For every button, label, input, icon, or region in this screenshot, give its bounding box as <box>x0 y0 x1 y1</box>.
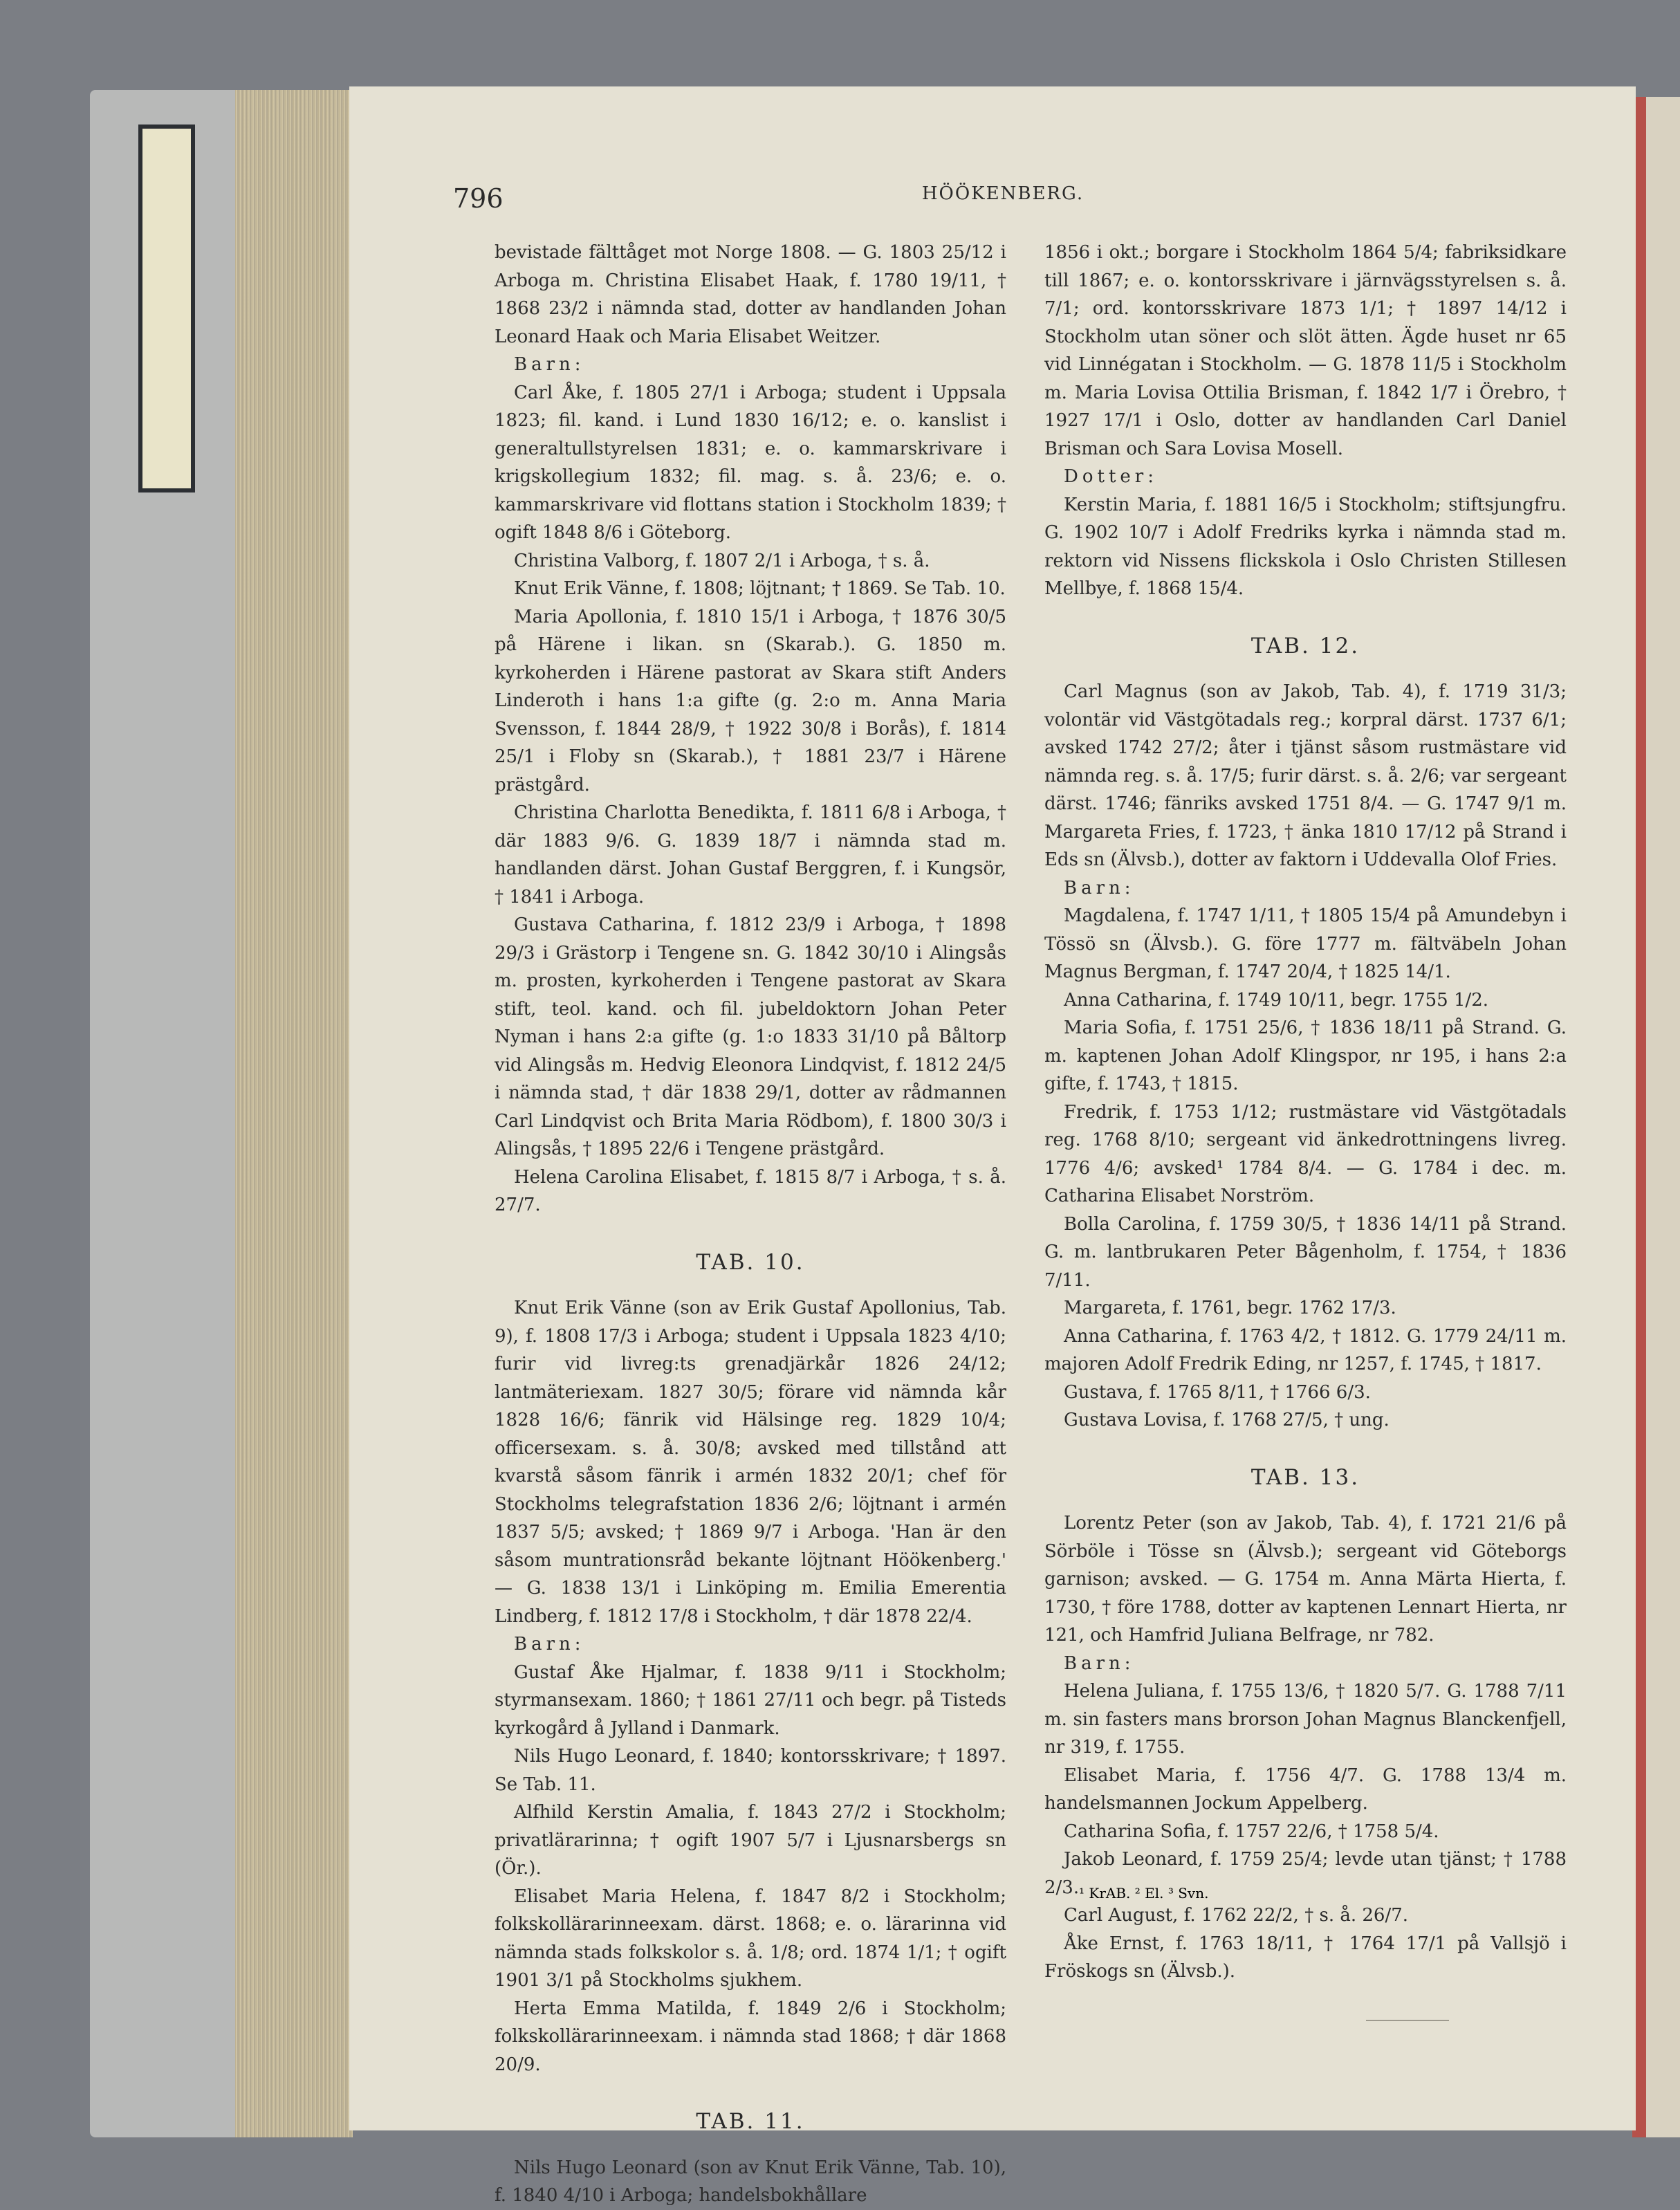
page-number: 796 <box>453 183 504 214</box>
child-entry: Margareta, f. 1761, begr. 1762 17/3. <box>1064 1298 1396 1318</box>
child-entry: Alfhild Kerstin Amalia, f. 1843 27/2 i Stockholm; privatlärarinna; † ogift 1907 5/7 i Ljusnarsbergs sn (Ör.). <box>495 1802 1006 1879</box>
page-title: HÖÖKENBERG. <box>921 183 1084 204</box>
children-heading: Barn: <box>1064 877 1135 899</box>
child-entry: Helena Juliana, f. 1755 13/6, † 1820 5/7. G. 1788 7/11 m. sin fasters mans brorson Johan Magnus Blanckenfjell, nr 319, f. 1755. <box>1044 1681 1567 1758</box>
footnotes: ¹ KrAB. ² El. ³ Svn. <box>1079 1885 1209 1901</box>
child-entry: Catharina Sofia, f. 1757 22/6, † 1758 5/4. <box>1064 1821 1439 1842</box>
children-heading: Barn: <box>514 1634 585 1655</box>
section-heading-tab-12: TAB. 12. <box>1250 633 1360 659</box>
child-entry: Jakob Leonard, f. 1759 25/4; levde utan tjänst; † 1788 2/3. <box>1044 1849 1567 1898</box>
left-column <box>495 239 1006 2210</box>
children-heading: Barn: <box>514 354 585 375</box>
child-entry: Åke Ernst, f. 1763 18/11, † 1764 17/1 på Vallsjö i Fröskogs sn (Älvsb.). <box>1044 1933 1567 1982</box>
child-entry: Herta Emma Matilda, f. 1849 2/6 i Stockholm; folkskollärarinneexam. i nämnda stad 1868; † där 1868 20/9. <box>495 1998 1006 2075</box>
child-entry: Carl August, f. 1762 22/2, † s. å. 26/7. <box>1064 1905 1409 1926</box>
paragraph: Knut Erik Vänne (son av Erik Gustaf Apollonius, Tab. 9), f. 1808 17/3 i Arboga; student i Uppsala 1823 4/10; furir vid livreg:ts grenadjärkår 1826 24/12; lantmäteriexam. 1827 30/5; förare vid nämnda kår 1828 16/6; fänrik vid Hälsinge reg. 1829 10/4; officersexam. s. å. 30/8; avsked med tillstånd att kvarstå såsom fänrik i armén 1832 20/1; chef för Stockholms telegrafstation 1836 2/6; löjtnant i armén 1837 5/5; avsked; † 1869 9/7 i Arboga. 'Han är den såsom muntrationsråd bekante löjtnant Höökenberg.' — G. 1838 13/1 i Linköping m. Emilia Emerentia Lindberg, f. 1812 17/8 i Stockholm, † där 1878 22/4. <box>495 1298 1006 1627</box>
footnote-rule <box>1366 2020 1449 2021</box>
children-heading: Barn: <box>1064 1652 1135 1674</box>
daughter-heading: Dotter: <box>1064 466 1158 487</box>
section-heading-tab-10: TAB. 10. <box>696 1249 805 1275</box>
child-entry: Maria Sofia, f. 1751 25/6, † 1836 18/11 på Strand. G. m. kaptenen Johan Adolf Klingspor, nr 195, i hans 2:a gifte, f. 1743, † 1815. <box>1044 1017 1567 1094</box>
child-entry: Bolla Carolina, f. 1759 30/5, † 1836 14/11 på Strand. G. m. lantbrukaren Peter Bågenholm, f. 1754, † 1836 7/11. <box>1044 1213 1567 1291</box>
child-entry: Gustava Lovisa, f. 1768 27/5, † ung. <box>1064 1410 1390 1430</box>
right-column <box>1044 239 1567 1986</box>
child-entry: Gustaf Åke Hjalmar, f. 1838 9/11 i Stockholm; styrmansexam. 1860; † 1861 27/11 och begr. på Tisteds kyrkogård å Jylland i Danmark. <box>495 1661 1006 1739</box>
child-entry: Christina Charlotta Benedikta, f. 1811 6/8 i Arboga, † där 1883 9/6. G. 1839 18/7 i nämnda stad m. handlanden därst. Johan Gustaf Berggren, f. i Kungsör, † 1841 i Arboga. <box>495 802 1006 908</box>
book-page <box>349 86 1636 2206</box>
child-entry: Christina Valborg, f. 1807 2/1 i Arboga, † s. å. <box>514 550 930 571</box>
section-heading-tab-13: TAB. 13. <box>1250 1464 1360 1490</box>
child-entry: Magdalena, f. 1747 1/11, † 1805 15/4 på Amundebyn i Tössö sn (Älvsb.). G. före 1777 m. fältväbeln Johan Magnus Bergman, f. 1747 20/4, † 1825 14/1. <box>1044 905 1567 982</box>
section-heading-tab-11: TAB. 11. <box>696 2109 805 2134</box>
page-edges <box>235 90 353 2137</box>
paragraph: Nils Hugo Leonard (son av Knut Erik Vänne, Tab. 10), f. 1840 4/10 i Arboga; handelsbokhållare <box>495 2157 1006 2206</box>
paragraph: Lorentz Peter (son av Jakob, Tab. 4), f. 1721 21/6 på Sörböle i Tösse sn (Älvsb.); sergeant vid Göteborgs garnison; avsked. — G. 1754 m. Anna Märta Hierta, f. 1730, † före 1788, dotter av kaptenen Lennart Hierta, nr 121, och Hamfrid Juliana Belfrage, nr 782. <box>1044 1513 1567 1646</box>
child-entry: Anna Catharina, f. 1763 4/2, † 1812. G. 1779 24/11 m. majoren Adolf Fredrik Eding, nr 1257, f. 1745, † 1817. <box>1044 1325 1567 1374</box>
child-entry: Carl Åke, f. 1805 27/1 i Arboga; student i Uppsala 1823; fil. kand. i Lund 1830 16/12; e. o. kanslist i generaltullstyrelsen 1831; e. o. kammarskrivare i krigskollegium 1832; fil. mag. s. å. 23/6; e. o. kammarskrivare vid flottans station i Stockholm 1839; † ogift 1848 8/6 i Göteborg. <box>495 382 1006 543</box>
child-entry: Kerstin Maria, f. 1881 16/5 i Stockholm; stiftsjungfru. G. 1902 10/7 i Adolf Fredriks kyrka i nämnda stad m. rektorn vid Nissens flickskola i Oslo Christen Stillesen Mellbye, f. 1868 15/4. <box>1044 494 1567 599</box>
paragraph: 1856 i okt.; borgare i Stockholm 1864 5/4; fabriksidkare till 1867; e. o. kontorsskrivare i järnvägsstyrelsen s. å. 7/1; ord. kontorsskrivare 1873 1/1; † 1897 14/12 i Stockholm utan söner och slöt ätten. Ägde huset nr 65 vid Linnégatan i Stockholm. — G. 1878 11/5 i Stockholm m. Maria Lovisa Ottilia Brisman, f. 1842 1/7 i Örebro, † 1927 17/1 i Oslo, dotter av handlanden Carl Daniel Brisman och Sara Lovisa Mosell. <box>1044 242 1567 459</box>
right-page-edge <box>1632 97 1680 2137</box>
child-entry: Fredrik, f. 1753 1/12; rustmästare vid Västgötadals reg. 1768 8/10; sergeant vid änkedrottningens livreg. 1776 4/6; avsked¹ 1784 8/4. — G. 1784 i dec. m. Catharina Elisabet Norström. <box>1044 1101 1567 1206</box>
child-entry: Knut Erik Vänne, f. 1808; löjtnant; † 1869. Se Tab. 10. <box>514 578 1006 599</box>
child-entry: Nils Hugo Leonard, f. 1840; kontorsskrivare; † 1897. Se Tab. 11. <box>495 1746 1006 1795</box>
index-tab-strip <box>138 125 195 492</box>
child-entry: Elisabet Maria, f. 1756 4/7. G. 1788 13/4 m. handelsmannen Jockum Appelberg. <box>1044 1765 1567 1814</box>
child-entry: Gustava, f. 1765 8/11, † 1766 6/3. <box>1064 1381 1371 1403</box>
child-entry: Gustava Catharina, f. 1812 23/9 i Arboga, † 1898 29/3 i Grästorp i Tengene sn. G. 1842 30/10 i Alingsås m. prosten, kyrkoherden i Tengene pastorat av Skara stift, teol. kand. och fil. jubeldoktorn Johan Peter Nyman i hans 2:a gifte (g. 1:o 1833 31/10 på Båltorp vid Alingsås m. Hedvig Eleonora Lindqvist, f. 1812 24/5 i nämnda stad, † där 1838 29/1, dotter av rådmannen Carl Lindqvist och Brita Maria Rödbom), f. 1800 30/3 i Alingsås, † 1895 22/6 i Tengene prästgård. <box>495 914 1006 1159</box>
paragraph: Carl Magnus (son av Jakob, Tab. 4), f. 1719 31/3; volontär vid Västgötadals reg.; korpral därst. 1737 6/1; avsked 1742 27/2; åter i tjänst såsom rustmästare vid nämnda reg. s. å. 17/5; furir därst. s. å. 2/6; var sergeant därst. 1746; fänriks avsked 1751 8/4. — G. 1747 9/1 m. Margareta Fries, f. 1723, † änka 1810 17/12 på Strand i Eds sn (Älvsb.), dotter av faktorn i Uddevalla Olof Fries. <box>1044 681 1567 870</box>
child-entry: Maria Apollonia, f. 1810 15/1 i Arboga, † 1876 30/5 på Härene i likan. sn (Skarab.). G. 1850 m. kyrkoherden i Härene pastorat av Skara stift Anders Linderoth i hans 1:a gifte (g. 2:o m. Anna Maria Svensson, f. 1844 28/9, † 1922 30/8 i Borås), f. 1814 25/1 i Floby sn (Skarab.), † 1881 23/7 i Härene prästgård. <box>495 606 1006 795</box>
child-entry: Helena Carolina Elisabet, f. 1815 8/7 i Arboga, † s. å. 27/7. <box>495 1166 1006 1215</box>
paragraph: bevistade fälttåget mot Norge 1808. — G. 1803 25/12 i Arboga m. Christina Elisabet Haak, f. 1780 19/11, † 1868 23/2 i nämnda stad, dotter av handlanden Johan Leonard Haak och Maria Elisabet Weitzer. <box>495 242 1006 347</box>
child-entry: Anna Catharina, f. 1749 10/11, begr. 1755 1/2. <box>1064 989 1489 1011</box>
child-entry: Elisabet Maria Helena, f. 1847 8/2 i Stockholm; folkskollärarinneexam. därst. 1868; e. o. lärarinna vid nämnda stads folkskolor s. å. 1/8; ord. 1874 1/1; † ogift 1901 3/1 på Stockholms sjukhem. <box>495 1886 1006 1991</box>
